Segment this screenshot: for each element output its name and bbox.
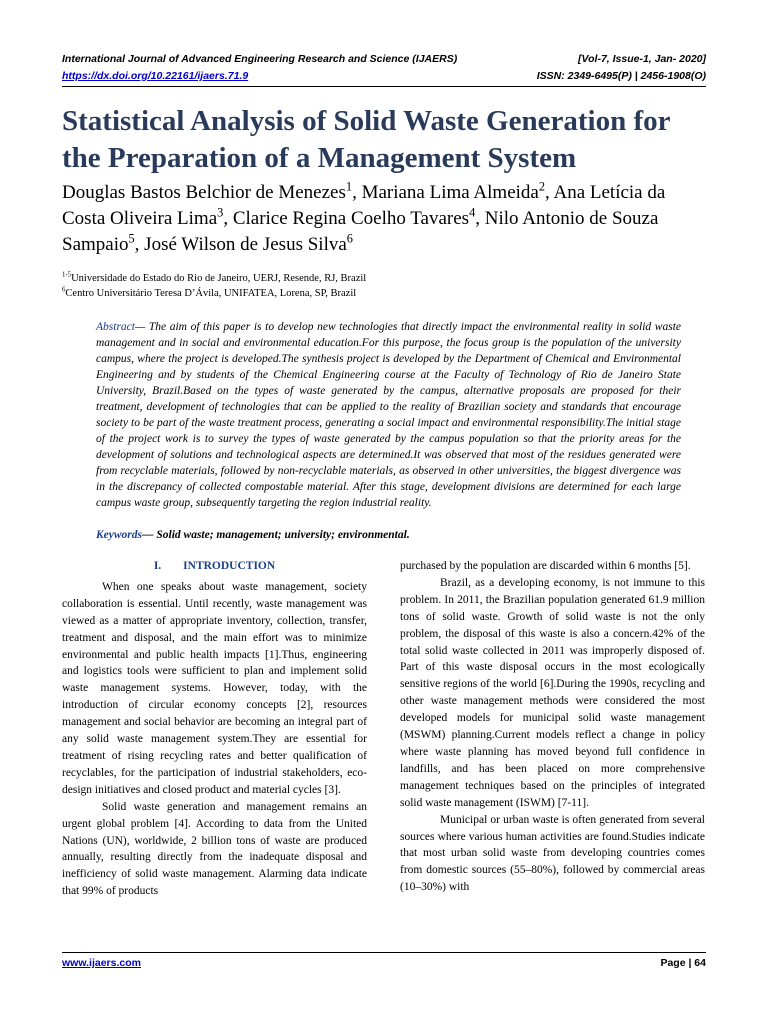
affiliation-mark: 1-5: [62, 271, 72, 279]
issn-info: ISSN: 2349-6495(P) | 2456-1908(O): [536, 70, 706, 82]
affiliation-mark: 6: [62, 286, 66, 294]
author-separator: ,: [134, 234, 145, 255]
paragraph: When one speaks about waste management, society collaboration is essential. Until recently, waste management was viewed as a matter of appropriate inventory, collection, transfer, treatment and disposal, and the main effort was to minimize environmental and public health impacts [1].Thus, engineering and logistics tools were sufficient to plan and implement solid waste management systems. However, today, with the introduction of circular economy concepts [2], resources management and social behavior are becoming an integral part of any solid waste management system.They are essential for treatment of rising recycling rates and better qualification of recyclables, for the participation of industrial stakeholders, eco-design initiatives and closed product and material cycles [3].: [62, 580, 367, 796]
abstract-label: Abstract: [96, 321, 135, 333]
header-divider: [62, 86, 706, 87]
affiliation-2: [62, 287, 712, 300]
section-title: INTRODUCTION: [183, 560, 276, 572]
abstract-text: The aim of this paper is to develop new technologies that directly impact the environmental reality in solid waste management and in social and environmental education.For this purpose, the focus group is the population of the university campus, where the project is developed.The synthesis project is developed by the Department of Chemical and Environmental Engineering and by students of the Chemical Engineering course at the Faculty of Technology of Rio de Janeiro State University, Brazil.Based on the types of waste generated by the campus, alternative proposals are proposed for their treatment, development of technologies that can be applied to the reality of Brazilian society and standards that encourage society to be part of the waste treatment process, generating a social impact and environmental responsibility.The initial stage of the project work is to survey the types of waste generated by the campus population so that the priority areas for the development of solutions and technological aspects are determined.It was observed that most of the residues generated were from recyclable materials, followed by non-recyclable materials, as observed in other universities, the biggest divergence was in the discrepancy of collected compostable material. After this stage, development divisions are determined for each large campus waste group, subsequently targeting the region industrial reality.: [96, 321, 681, 509]
author-name: Douglas Bastos Belchior de Menezes: [62, 182, 346, 203]
author-separator: ,: [352, 182, 362, 203]
author-separator: ,: [475, 208, 485, 229]
author-separator: ,: [223, 208, 233, 229]
keywords-label: Keywords: [96, 529, 142, 541]
affiliation-text: Universidade do Estado do Rio de Janeiro, UERJ, Resende, RJ, Brazil: [71, 273, 367, 284]
author-name: Mariana Lima Almeida: [361, 182, 539, 203]
keywords-text: — Solid waste; management; university; environmental.: [142, 529, 410, 541]
paper-title: Statistical Analysis of Solid Waste Generation for the Preparation of a Management System: [62, 105, 670, 174]
author-list: [62, 180, 712, 258]
doi-link[interactable]: https://dx.doi.org/10.22161/ijaers.71.9: [62, 70, 249, 82]
author-name: José Wilson de Jesus Silva: [144, 234, 347, 255]
running-header-top: [62, 52, 706, 66]
author-affil-mark: 3: [217, 205, 224, 220]
author-name: Ana Letícia da Costa Oliveira Lima: [62, 182, 666, 229]
author-affil-mark: 6: [346, 231, 353, 246]
affiliation-1: [62, 272, 712, 285]
body-column-left: [62, 558, 367, 900]
page-footer: [62, 957, 706, 969]
volume-info: [Vol-7, Issue-1, Jan- 2020]: [578, 53, 706, 65]
page-number: Page | 64: [660, 957, 706, 969]
section-heading: [62, 558, 367, 575]
abstract-dash: —: [134, 321, 149, 333]
author-affil-mark: 1: [345, 179, 353, 194]
abstract: [96, 319, 681, 511]
author-affil-mark: 4: [469, 205, 476, 220]
footer-divider: [62, 952, 706, 953]
author-affil-mark: 5: [128, 231, 135, 246]
keywords: [96, 527, 681, 543]
author-name: Nilo Antonio de Souza Sampaio: [62, 208, 659, 255]
paragraph: Brazil, as a developing economy, is not immune to this problem. In 2011, the Brazilian population generated 61.9 million tons of solid waste. Growth of solid waste is not the only problem, the disposal of this waste is also a concern.42% of the total solid waste collected in 2011 was improperly disposed of. Part of this waste disposal occurs in the most ecologically sensitive regions of the world [6].During the 1990s, recycling and other waste management methods were considered the most developed models for municipal solid waste management (MSWM) planning.Current models reflect a change in policy where waste planning has moved beyond full confidence in landfills, and has been placed on more comprehensive management techniques based on the principles of integrated solid waste management (ISWM) [7-11].: [400, 576, 705, 809]
paragraph: Municipal or urban waste is often generated from several sources where various human activities are found.Studies indicate that most urban solid waste from developing countries comes from domestic sources (55–80%), followed by commercial areas (10–30%) with: [400, 813, 705, 894]
author-affil-mark: 2: [538, 179, 546, 194]
paragraph: purchased by the population are discarded within 6 months [5].: [400, 560, 691, 572]
journal-website-link[interactable]: www.ijaers.com: [62, 957, 141, 969]
author-separator: ,: [545, 182, 554, 203]
paragraph: Solid waste generation and management remains an urgent global problem [4]. According to data from the United Nations (UN), worldwide, 2 billion tons of waste are produced annually, resulting directly from the inadequate disposal and inefficiency of solid waste management. Alarming data indicate that 99% of products: [62, 800, 367, 898]
section-number: I.: [153, 560, 162, 572]
author-name: Clarice Regina Coelho Tavares: [232, 208, 470, 229]
journal-name: International Journal of Advanced Engineering Research and Science (IJAERS): [62, 53, 458, 65]
running-header-bottom: [62, 69, 706, 83]
affiliation-text: Centro Universitário Teresa D’Ávila, UNIFATEA, Lorena, SP, Brazil: [65, 288, 357, 299]
body-column-right: [400, 558, 705, 896]
